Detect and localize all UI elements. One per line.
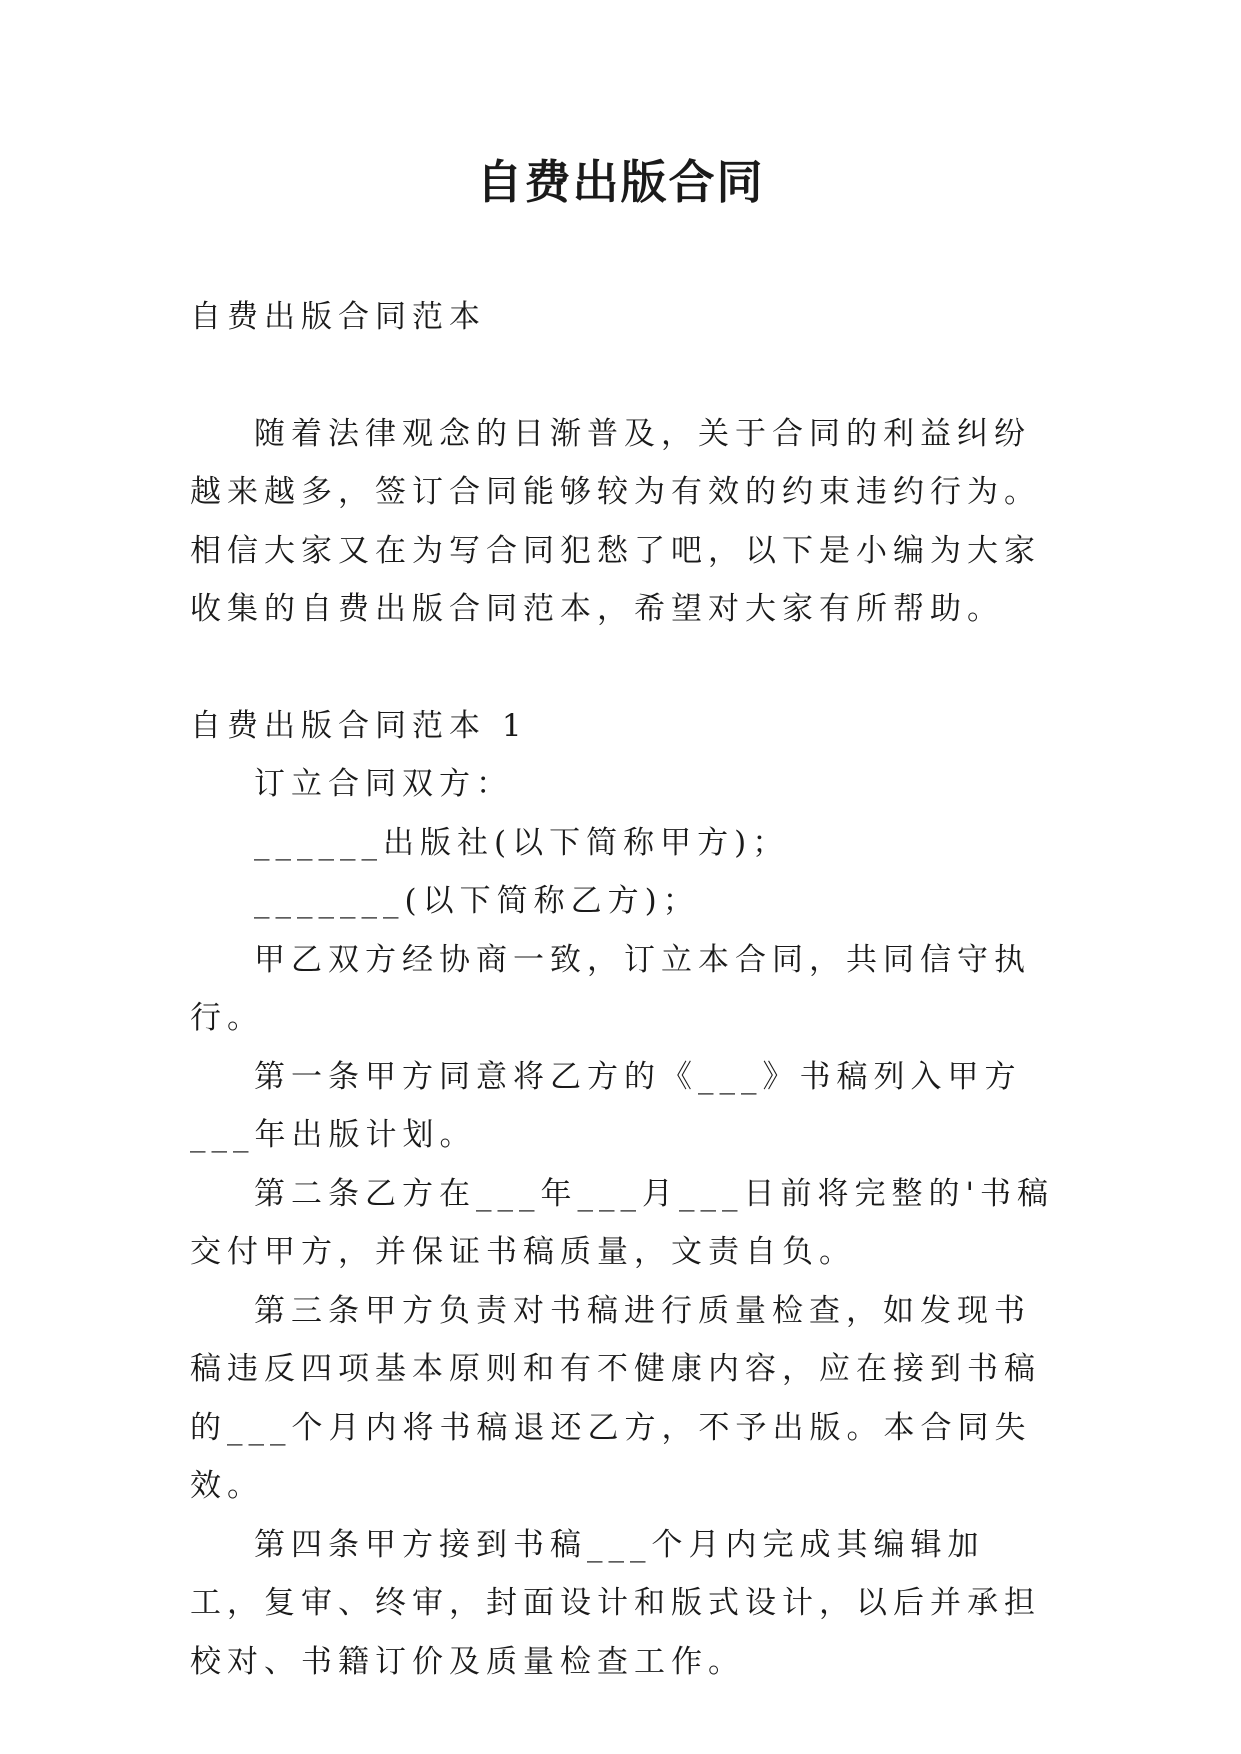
paragraph-article-4: 第四条甲方接到书稿___个月内完成其编辑加工，复审、终审，封面设计和版式设计，以后并承担校对、书籍订价及质量检查工作。 [190,1526,1041,1680]
paragraph-party-b: _______(以下简称乙方)； [254,883,700,919]
intro-paragraph: 随着法律观念的日渐普及，关于合同的利益纠纷越来越多，签订合同能够较为有效的约束违约行为。相信大家又在为写合同犯愁了吧，以下是小编为大家收集的自费出版合同范本，希望对大家有所帮助。 [190,415,1041,627]
paragraph-article-2: 第二条乙方在___年___月___日前将完整的'书稿交付甲方，并保证书稿质量，文责自负。 [190,1175,1055,1270]
document-subtitle: 自费出版合同范本 [190,299,486,335]
paragraph-parties: 订立合同双方： [254,766,513,802]
document-body [190,288,1058,1691]
section-heading: 自费出版合同范本 1 [190,707,528,744]
paragraph-article-3: 第三条甲方负责对书稿进行质量检查，如发现书稿违反四项基本原则和有不健康内容，应在接到书稿的___个月内将书稿退还乙方，不予出版。本合同失效。 [190,1292,1041,1504]
paragraph-article-1: 第一条甲方同意将乙方的《___》书稿列入甲方___年出版计划。 [190,1058,1022,1153]
paragraph-agreement: 甲乙双方经协商一致，订立本合同，共同信守执行。 [190,941,1031,1036]
paragraph-party-a: ______出版社(以下简称甲方)； [254,824,790,861]
document-title: 自费出版合同 [476,155,765,209]
